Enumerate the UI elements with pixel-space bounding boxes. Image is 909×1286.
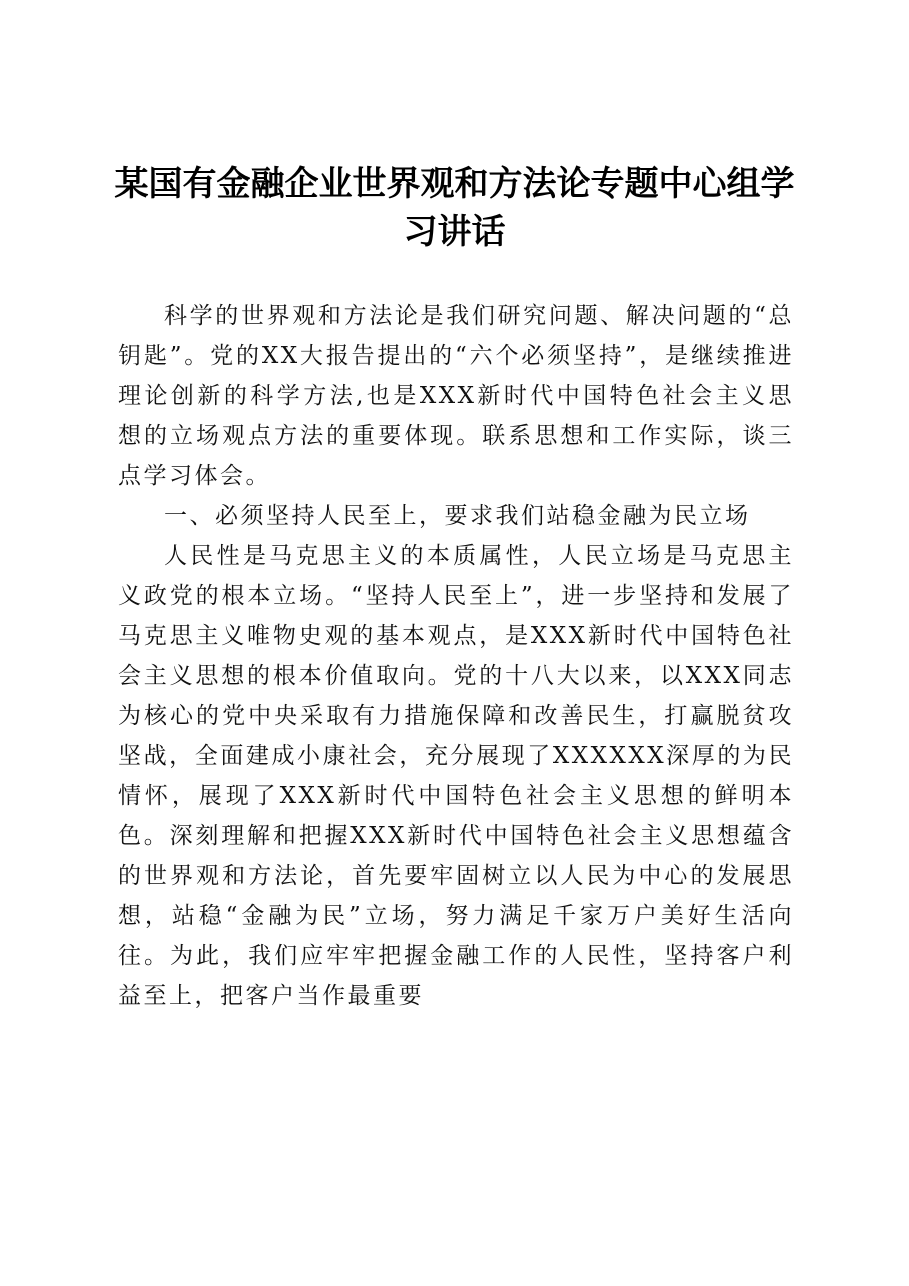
section-heading-1: 一、必须坚持人民至上，要求我们站稳金融为民立场 xyxy=(164,503,751,529)
document-body xyxy=(118,296,794,1016)
document-title: 某国有金融企业世界观和方法论专题中心组学习讲话 xyxy=(114,164,795,252)
paragraph-section-1: 人民性是马克思主义的本质属性，人民立场是马克思主义政党的根本立场。“坚持人民至上”，进一步坚持和发展了马克思主义唯物史观的基本观点，是XXX新时代中国特色社会主义思想的根本价值取向。党的十八大以来，以XXX同志为核心的党中央采取有力措施保障和改善民生，打赢脱贫攻坚战，全面建成小康社会，充分展现了XXXXXX深厚的为民情怀，展现了XXX新时代中国特色社会主义思想的鲜明本色。深刻理解和把握XXX新时代中国特色社会主义思想蕴含的世界观和方法论，首先要牢固树立以人民为中心的发展思想，站稳“金融为民”立场，努力满足千家万户美好生活向往。为此，我们应牢牢把握金融工作的人民性，坚持客户利益至上，把客户当作最重要 xyxy=(118,543,794,1009)
paragraph-intro: 科学的世界观和方法论是我们研究问题、解决问题的“总钥匙”。党的XX大报告提出的“六个必须坚持”，是继续推进理论创新的科学方法,也是XXX新时代中国特色社会主义思想的立场观点方法的重要体现。联系思想和工作实际，谈三点学习体会。 xyxy=(118,303,794,489)
